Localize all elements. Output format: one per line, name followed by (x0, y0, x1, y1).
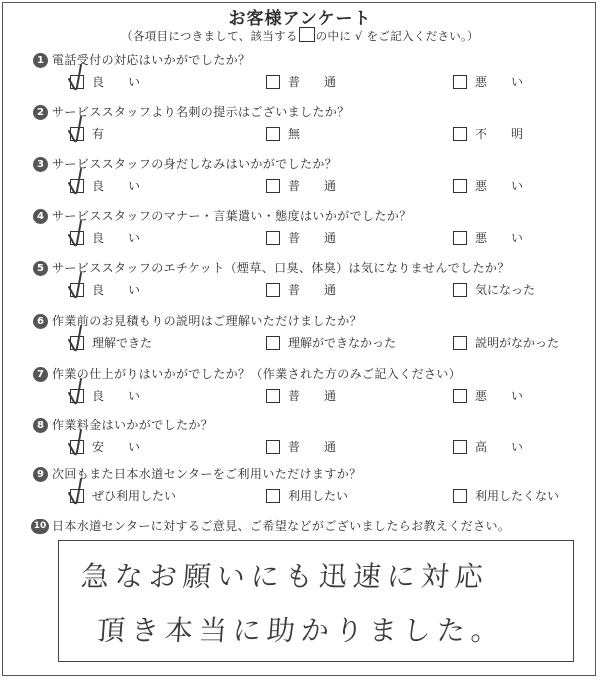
handwritten-comment-line-2: 頂き本当に助かりました。 (95, 614, 507, 647)
question-number: 9 (33, 467, 48, 482)
question-9 (0, 467, 600, 523)
option-label: 高 い (475, 440, 524, 454)
instruction-text-after: の中に √ をご記入ください。） (315, 29, 479, 43)
form-instruction (0, 27, 600, 44)
option-label: 利用したい (288, 489, 349, 503)
question-number: 5 (33, 261, 48, 276)
checkbox[interactable] (266, 283, 280, 297)
question-number: 4 (33, 209, 48, 224)
checkbox[interactable] (453, 75, 467, 89)
checkbox[interactable] (453, 440, 467, 454)
option-label: 有 (92, 127, 105, 141)
option-label: 悪 い (475, 179, 524, 193)
checkbox[interactable] (453, 231, 467, 245)
checkmark-icon (66, 475, 92, 507)
question-4 (0, 209, 600, 265)
checkbox[interactable] (266, 127, 280, 141)
checkbox[interactable] (266, 231, 280, 245)
question-text: 次回もまた日本水道センターをご利用いただけますか？ (52, 467, 362, 481)
question-3 (0, 157, 600, 213)
option-label: 悪 い (475, 75, 524, 89)
question-number: 2 (33, 105, 48, 120)
option-label: 悪 い (475, 231, 524, 245)
option-label: 普 通 (288, 179, 337, 193)
question-1 (0, 53, 600, 109)
checkbox[interactable] (453, 389, 467, 403)
checkbox[interactable] (266, 440, 280, 454)
option-label: 気になった (475, 283, 536, 297)
question-5 (0, 261, 600, 317)
question-8 (0, 418, 600, 474)
checkbox[interactable] (266, 336, 280, 350)
instruction-text-before: （各項目につきまして、該当する (121, 29, 298, 43)
checkmark-icon (66, 322, 92, 354)
option-label: 不 明 (475, 127, 524, 141)
question-text: 作業前のお見積もりの説明はご理解いただけましたか？ (52, 314, 363, 328)
option-label: 悪 い (475, 389, 524, 403)
question-number: 8 (33, 418, 48, 433)
option-label: 無 (288, 127, 301, 141)
checkmark-icon (66, 269, 92, 301)
option-label: 普 通 (288, 231, 337, 245)
option-label: 普 通 (288, 283, 337, 297)
question-6 (0, 314, 600, 370)
question-number: 7 (33, 367, 48, 382)
question-number: 1 (33, 53, 48, 68)
option-label: 理解ができなかった (288, 336, 397, 350)
option-label: ぜひ利用したい (92, 489, 177, 503)
checkmark-icon (66, 61, 92, 93)
option-label: 説明がなかった (475, 336, 560, 350)
checkmark-icon (66, 426, 92, 458)
option-label: 普 通 (288, 440, 337, 454)
question-number: 10 (31, 519, 49, 534)
checkbox-sample-icon (299, 27, 315, 42)
checkbox[interactable] (453, 489, 467, 503)
checkbox[interactable] (453, 283, 467, 297)
checkbox[interactable] (266, 389, 280, 403)
checkbox[interactable] (453, 179, 467, 193)
checkmark-icon (66, 113, 92, 145)
option-label: 理解できた (92, 336, 153, 350)
checkmark-icon (66, 375, 92, 407)
checkbox[interactable] (453, 336, 467, 350)
question-text: 作業の仕上がりはいかがでしたか？（作業された方のみご記入ください） (52, 367, 462, 381)
option-label: 利用したくない (475, 489, 560, 503)
question-text: サービススタッフより名刺の提示はございましたか？ (52, 105, 350, 119)
checkbox[interactable] (266, 489, 280, 503)
question-number: 6 (33, 314, 48, 329)
comment-box[interactable] (58, 540, 574, 662)
question-7 (0, 367, 600, 423)
question-text: 作業料金はいかがでしたか？ (52, 418, 214, 432)
checkmark-icon (66, 165, 92, 197)
checkbox[interactable] (266, 75, 280, 89)
question-text: サービススタッフの身だしなみはいかがでしたか？ (52, 157, 338, 171)
option-label: 良 い (92, 231, 141, 245)
option-label: 普 通 (288, 389, 337, 403)
checkbox[interactable] (266, 179, 280, 193)
option-label: 良 い (92, 179, 141, 193)
handwritten-comment-line-1: 急なお願いにも迅速に対応 (79, 560, 491, 593)
question-text: サービススタッフのエチケット（煙草、口臭、体臭）は気になりませんでしたか？ (52, 261, 510, 275)
question-number: 3 (33, 157, 48, 172)
option-label: 普 通 (288, 75, 337, 89)
checkbox[interactable] (453, 127, 467, 141)
question-text: サービススタッフのマナー・言葉遣い・態度はいかがでしたか？ (52, 209, 412, 223)
option-label: 良 い (92, 283, 141, 297)
question-text: 日本水道センターに対するご意見、ご希望などがございましたらお教えください。 (52, 519, 511, 533)
question-2 (0, 105, 600, 161)
option-label: 良 い (92, 389, 141, 403)
option-label: 良 い (92, 75, 141, 89)
form-title: お客様アンケート (228, 9, 372, 29)
option-label: 安 い (92, 440, 141, 454)
checkmark-icon (66, 217, 92, 249)
question-text: 電話受付の対応はいかがでしたか？ (52, 53, 251, 67)
